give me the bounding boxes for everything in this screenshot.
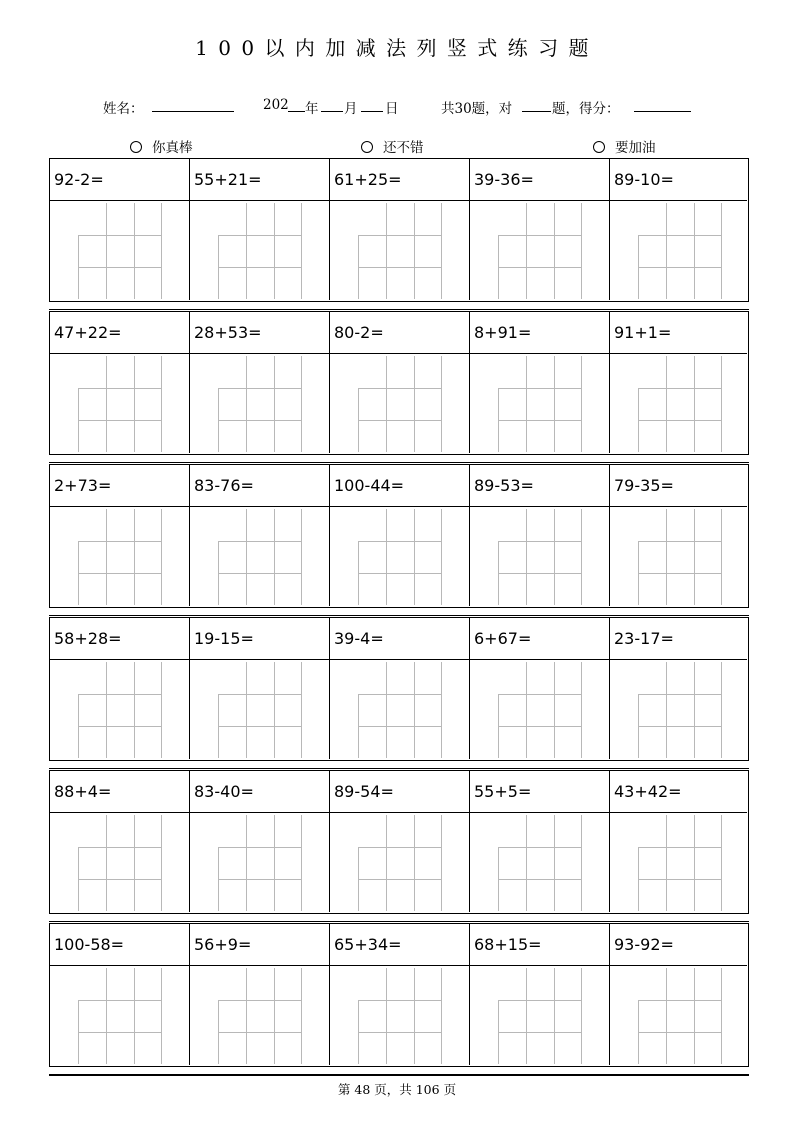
column-divider	[609, 465, 610, 606]
answer-work-grid[interactable]	[638, 203, 722, 299]
column-divider	[469, 924, 470, 1065]
rating-label: 你真棒	[152, 140, 193, 156]
answer-work-grid[interactable]	[218, 203, 302, 299]
grid-line	[218, 573, 302, 574]
problem-expression: 93-92=	[610, 924, 747, 966]
grid-line	[78, 1000, 162, 1001]
grid-line	[581, 662, 582, 758]
radio-circle-icon[interactable]	[361, 141, 373, 153]
answer-work-grid[interactable]	[78, 662, 162, 758]
page-title: 100以内加减法列竖式练习题	[195, 36, 599, 60]
radio-circle-icon[interactable]	[130, 141, 142, 153]
grid-line	[106, 968, 107, 1064]
answer-work-grid[interactable]	[358, 815, 442, 911]
grid-line	[498, 726, 582, 727]
grid-line	[638, 694, 722, 695]
grid-line	[498, 1000, 582, 1001]
answer-work-grid[interactable]	[78, 509, 162, 605]
grid-line	[554, 815, 555, 911]
grid-line	[441, 662, 442, 758]
grid-line	[78, 267, 162, 268]
answer-work-grid[interactable]	[218, 815, 302, 911]
row-separator	[49, 921, 749, 922]
grid-line	[638, 1032, 722, 1033]
column-divider	[189, 159, 190, 300]
grid-line	[274, 662, 275, 758]
answer-work-grid[interactable]	[638, 815, 722, 911]
column-divider	[189, 312, 190, 453]
row-separator	[49, 462, 749, 463]
grid-line	[526, 356, 527, 452]
grid-line	[161, 203, 162, 299]
grid-line	[246, 509, 247, 605]
grid-line	[554, 968, 555, 1064]
problem-expression: 8+91=	[470, 312, 610, 354]
grid-line	[161, 662, 162, 758]
rating-option-1[interactable]	[130, 136, 193, 156]
grid-line	[246, 662, 247, 758]
grid-line	[134, 509, 135, 605]
grid-line	[441, 509, 442, 605]
column-divider	[609, 618, 610, 759]
page-footer: 第 48 页，共 106 页	[337, 1082, 457, 1097]
grid-line	[134, 356, 135, 452]
rating-option-2[interactable]	[361, 136, 424, 156]
grid-line	[161, 509, 162, 605]
grid-line	[526, 203, 527, 299]
grid-line	[218, 1000, 302, 1001]
grid-line	[498, 847, 582, 848]
column-divider	[469, 771, 470, 912]
grid-line	[78, 573, 162, 574]
grid-line	[358, 388, 442, 389]
grid-line	[134, 203, 135, 299]
problem-expression: 68+15=	[470, 924, 610, 966]
grid-line	[106, 509, 107, 605]
grid-line	[274, 968, 275, 1064]
grid-line	[554, 509, 555, 605]
grid-line	[638, 235, 722, 236]
column-divider	[469, 465, 470, 606]
problem-row	[49, 464, 749, 608]
grid-line	[358, 1000, 442, 1001]
grid-line	[78, 541, 162, 542]
grid-line	[134, 662, 135, 758]
answer-work-grid[interactable]	[78, 968, 162, 1064]
problem-expression: 58+28=	[50, 618, 190, 660]
grid-line	[274, 203, 275, 299]
column-divider	[189, 465, 190, 606]
grid-line	[218, 235, 302, 236]
row-separator	[49, 309, 749, 310]
grid-line	[106, 662, 107, 758]
problem-expression: 92-2=	[50, 159, 190, 201]
grid-line	[721, 356, 722, 452]
column-divider	[329, 465, 330, 606]
grid-line	[218, 1032, 302, 1033]
grid-line	[638, 726, 722, 727]
column-divider	[189, 771, 190, 912]
problem-expression: 47+22=	[50, 312, 190, 354]
grid-line	[386, 662, 387, 758]
problem-expression: 55+5=	[470, 771, 610, 813]
answer-work-grid[interactable]	[358, 662, 442, 758]
grid-line	[274, 356, 275, 452]
grid-line	[581, 356, 582, 452]
grid-line	[358, 267, 442, 268]
problem-grid	[49, 158, 749, 1076]
grid-line	[694, 815, 695, 911]
grid-line	[78, 1032, 162, 1033]
grid-line	[721, 968, 722, 1064]
grid-line	[414, 968, 415, 1064]
grid-line	[301, 815, 302, 911]
answer-work-grid[interactable]	[498, 815, 582, 911]
problem-expression: 39-36=	[470, 159, 610, 201]
column-divider	[189, 618, 190, 759]
column-divider	[189, 924, 190, 1065]
grid-line	[386, 203, 387, 299]
grid-line	[694, 203, 695, 299]
answer-work-grid[interactable]	[78, 203, 162, 299]
grid-line	[274, 509, 275, 605]
grid-line	[78, 694, 162, 695]
grid-line	[498, 235, 582, 236]
grid-line	[498, 541, 582, 542]
column-divider	[469, 159, 470, 300]
grid-line	[78, 388, 162, 389]
problem-expression: 89-53=	[470, 465, 610, 507]
grid-line	[134, 968, 135, 1064]
grid-line	[721, 509, 722, 605]
grid-line	[694, 356, 695, 452]
grid-line	[106, 815, 107, 911]
rating-label: 要加油	[615, 140, 656, 156]
problem-expression: 89-54=	[330, 771, 470, 813]
grid-line	[498, 388, 582, 389]
grid-line	[78, 726, 162, 727]
grid-line	[218, 847, 302, 848]
grid-line	[386, 968, 387, 1064]
grid-line	[358, 694, 442, 695]
rating-label: 还不错	[383, 140, 424, 156]
problem-row	[49, 158, 749, 302]
grid-line	[526, 968, 527, 1064]
grid-line	[246, 203, 247, 299]
student-info-line	[0, 97, 794, 117]
year-prefix: 202	[263, 97, 289, 113]
year-label: 年	[305, 101, 319, 117]
grid-line	[134, 815, 135, 911]
grid-line	[218, 420, 302, 421]
month-label: 月	[344, 101, 358, 117]
grid-line	[581, 968, 582, 1064]
grid-line	[581, 203, 582, 299]
grid-line	[526, 662, 527, 758]
column-divider	[469, 618, 470, 759]
answer-work-grid[interactable]	[498, 968, 582, 1064]
grid-line	[554, 662, 555, 758]
grid-line	[358, 847, 442, 848]
grid-line	[414, 815, 415, 911]
grid-line	[638, 879, 722, 880]
bottom-border	[49, 1075, 749, 1076]
answer-work-grid[interactable]	[638, 968, 722, 1064]
grid-line	[694, 968, 695, 1064]
grid-line	[721, 203, 722, 299]
grid-line	[666, 662, 667, 758]
problem-expression: 83-40=	[190, 771, 330, 813]
rating-options	[0, 136, 794, 156]
column-divider	[329, 159, 330, 300]
problem-expression: 65+34=	[330, 924, 470, 966]
grid-line	[554, 356, 555, 452]
problem-expression: 56+9=	[190, 924, 330, 966]
radio-circle-icon[interactable]	[593, 141, 605, 153]
answer-work-grid[interactable]	[638, 356, 722, 452]
grid-line	[358, 726, 442, 727]
grid-line	[386, 356, 387, 452]
column-divider	[329, 312, 330, 453]
grid-line	[301, 203, 302, 299]
grid-line	[301, 662, 302, 758]
grid-line	[218, 694, 302, 695]
grid-line	[638, 573, 722, 574]
grid-line	[246, 356, 247, 452]
grid-line	[358, 1032, 442, 1033]
grid-line	[666, 815, 667, 911]
problem-expression: 39-4=	[330, 618, 470, 660]
problem-expression: 100-58=	[50, 924, 190, 966]
answer-work-grid[interactable]	[638, 662, 722, 758]
grid-line	[78, 847, 162, 848]
grid-line	[414, 509, 415, 605]
grid-line	[526, 815, 527, 911]
grid-line	[78, 879, 162, 880]
grid-line	[526, 509, 527, 605]
problem-expression: 83-76=	[190, 465, 330, 507]
grid-line	[666, 968, 667, 1064]
column-divider	[609, 771, 610, 912]
answer-work-grid[interactable]	[358, 968, 442, 1064]
problem-expression: 6+67=	[470, 618, 610, 660]
grid-line	[666, 356, 667, 452]
answer-work-grid[interactable]	[638, 509, 722, 605]
grid-line	[666, 509, 667, 605]
row-separator	[49, 768, 749, 769]
column-divider	[469, 312, 470, 453]
grid-line	[694, 662, 695, 758]
column-divider	[329, 924, 330, 1065]
problem-expression: 2+73=	[50, 465, 190, 507]
grid-line	[358, 420, 442, 421]
grid-line	[246, 968, 247, 1064]
problem-expression: 88+4=	[50, 771, 190, 813]
grid-line	[581, 815, 582, 911]
column-divider	[609, 159, 610, 300]
grid-line	[386, 815, 387, 911]
grid-line	[666, 203, 667, 299]
problem-expression: 61+25=	[330, 159, 470, 201]
grid-line	[498, 879, 582, 880]
grid-line	[78, 235, 162, 236]
score-label: 题，得分：	[552, 101, 620, 117]
answer-work-grid[interactable]	[218, 662, 302, 758]
grid-line	[358, 879, 442, 880]
grid-line	[218, 267, 302, 268]
grid-line	[358, 573, 442, 574]
answer-work-grid[interactable]	[498, 509, 582, 605]
rating-option-3[interactable]	[593, 136, 656, 156]
answer-work-grid[interactable]	[218, 356, 302, 452]
answer-work-grid[interactable]	[358, 356, 442, 452]
grid-line	[301, 968, 302, 1064]
grid-line	[301, 356, 302, 452]
grid-line	[218, 879, 302, 880]
grid-line	[358, 541, 442, 542]
grid-line	[441, 815, 442, 911]
problem-row	[49, 311, 749, 455]
grid-line	[218, 726, 302, 727]
grid-line	[106, 356, 107, 452]
grid-line	[441, 356, 442, 452]
grid-line	[498, 267, 582, 268]
answer-work-grid[interactable]	[78, 815, 162, 911]
problem-expression: 28+53=	[190, 312, 330, 354]
problem-expression: 100-44=	[330, 465, 470, 507]
grid-line	[498, 573, 582, 574]
problem-expression: 23-17=	[610, 618, 747, 660]
grid-line	[638, 420, 722, 421]
grid-line	[721, 662, 722, 758]
grid-line	[441, 968, 442, 1064]
answer-work-grid[interactable]	[358, 509, 442, 605]
grid-line	[301, 509, 302, 605]
problem-expression: 80-2=	[330, 312, 470, 354]
problem-expression: 89-10=	[610, 159, 747, 201]
row-separator	[49, 615, 749, 616]
problem-row	[49, 923, 749, 1067]
grid-line	[78, 420, 162, 421]
grid-line	[414, 356, 415, 452]
grid-line	[274, 815, 275, 911]
grid-line	[218, 541, 302, 542]
problem-expression: 91+1=	[610, 312, 747, 354]
answer-work-grid[interactable]	[358, 203, 442, 299]
grid-line	[638, 267, 722, 268]
answer-work-grid[interactable]	[498, 203, 582, 299]
grid-line	[554, 203, 555, 299]
name-label: 姓名：	[103, 101, 144, 117]
answer-work-grid[interactable]	[498, 356, 582, 452]
column-divider	[609, 312, 610, 453]
grid-line	[161, 356, 162, 452]
grid-line	[441, 203, 442, 299]
problem-expression: 55+21=	[190, 159, 330, 201]
grid-line	[414, 203, 415, 299]
grid-line	[161, 815, 162, 911]
grid-line	[358, 235, 442, 236]
grid-line	[498, 1032, 582, 1033]
grid-line	[721, 815, 722, 911]
grid-line	[246, 815, 247, 911]
answer-work-grid[interactable]	[218, 968, 302, 1064]
total-label: 共30题，对	[441, 101, 513, 117]
grid-line	[638, 847, 722, 848]
grid-line	[694, 509, 695, 605]
grid-line	[638, 388, 722, 389]
problem-expression: 43+42=	[610, 771, 747, 813]
problem-expression: 19-15=	[190, 618, 330, 660]
problem-expression: 79-35=	[610, 465, 747, 507]
grid-line	[414, 662, 415, 758]
problem-row	[49, 770, 749, 914]
answer-work-grid[interactable]	[218, 509, 302, 605]
column-divider	[609, 924, 610, 1065]
grid-line	[106, 203, 107, 299]
grid-line	[581, 509, 582, 605]
grid-line	[498, 694, 582, 695]
column-divider	[329, 771, 330, 912]
grid-line	[638, 1000, 722, 1001]
column-divider	[329, 618, 330, 759]
grid-line	[386, 509, 387, 605]
problem-row	[49, 617, 749, 761]
day-label: 日	[385, 101, 399, 117]
grid-line	[498, 420, 582, 421]
answer-work-grid[interactable]	[498, 662, 582, 758]
grid-line	[638, 541, 722, 542]
grid-line	[218, 388, 302, 389]
grid-line	[161, 968, 162, 1064]
answer-work-grid[interactable]	[78, 356, 162, 452]
